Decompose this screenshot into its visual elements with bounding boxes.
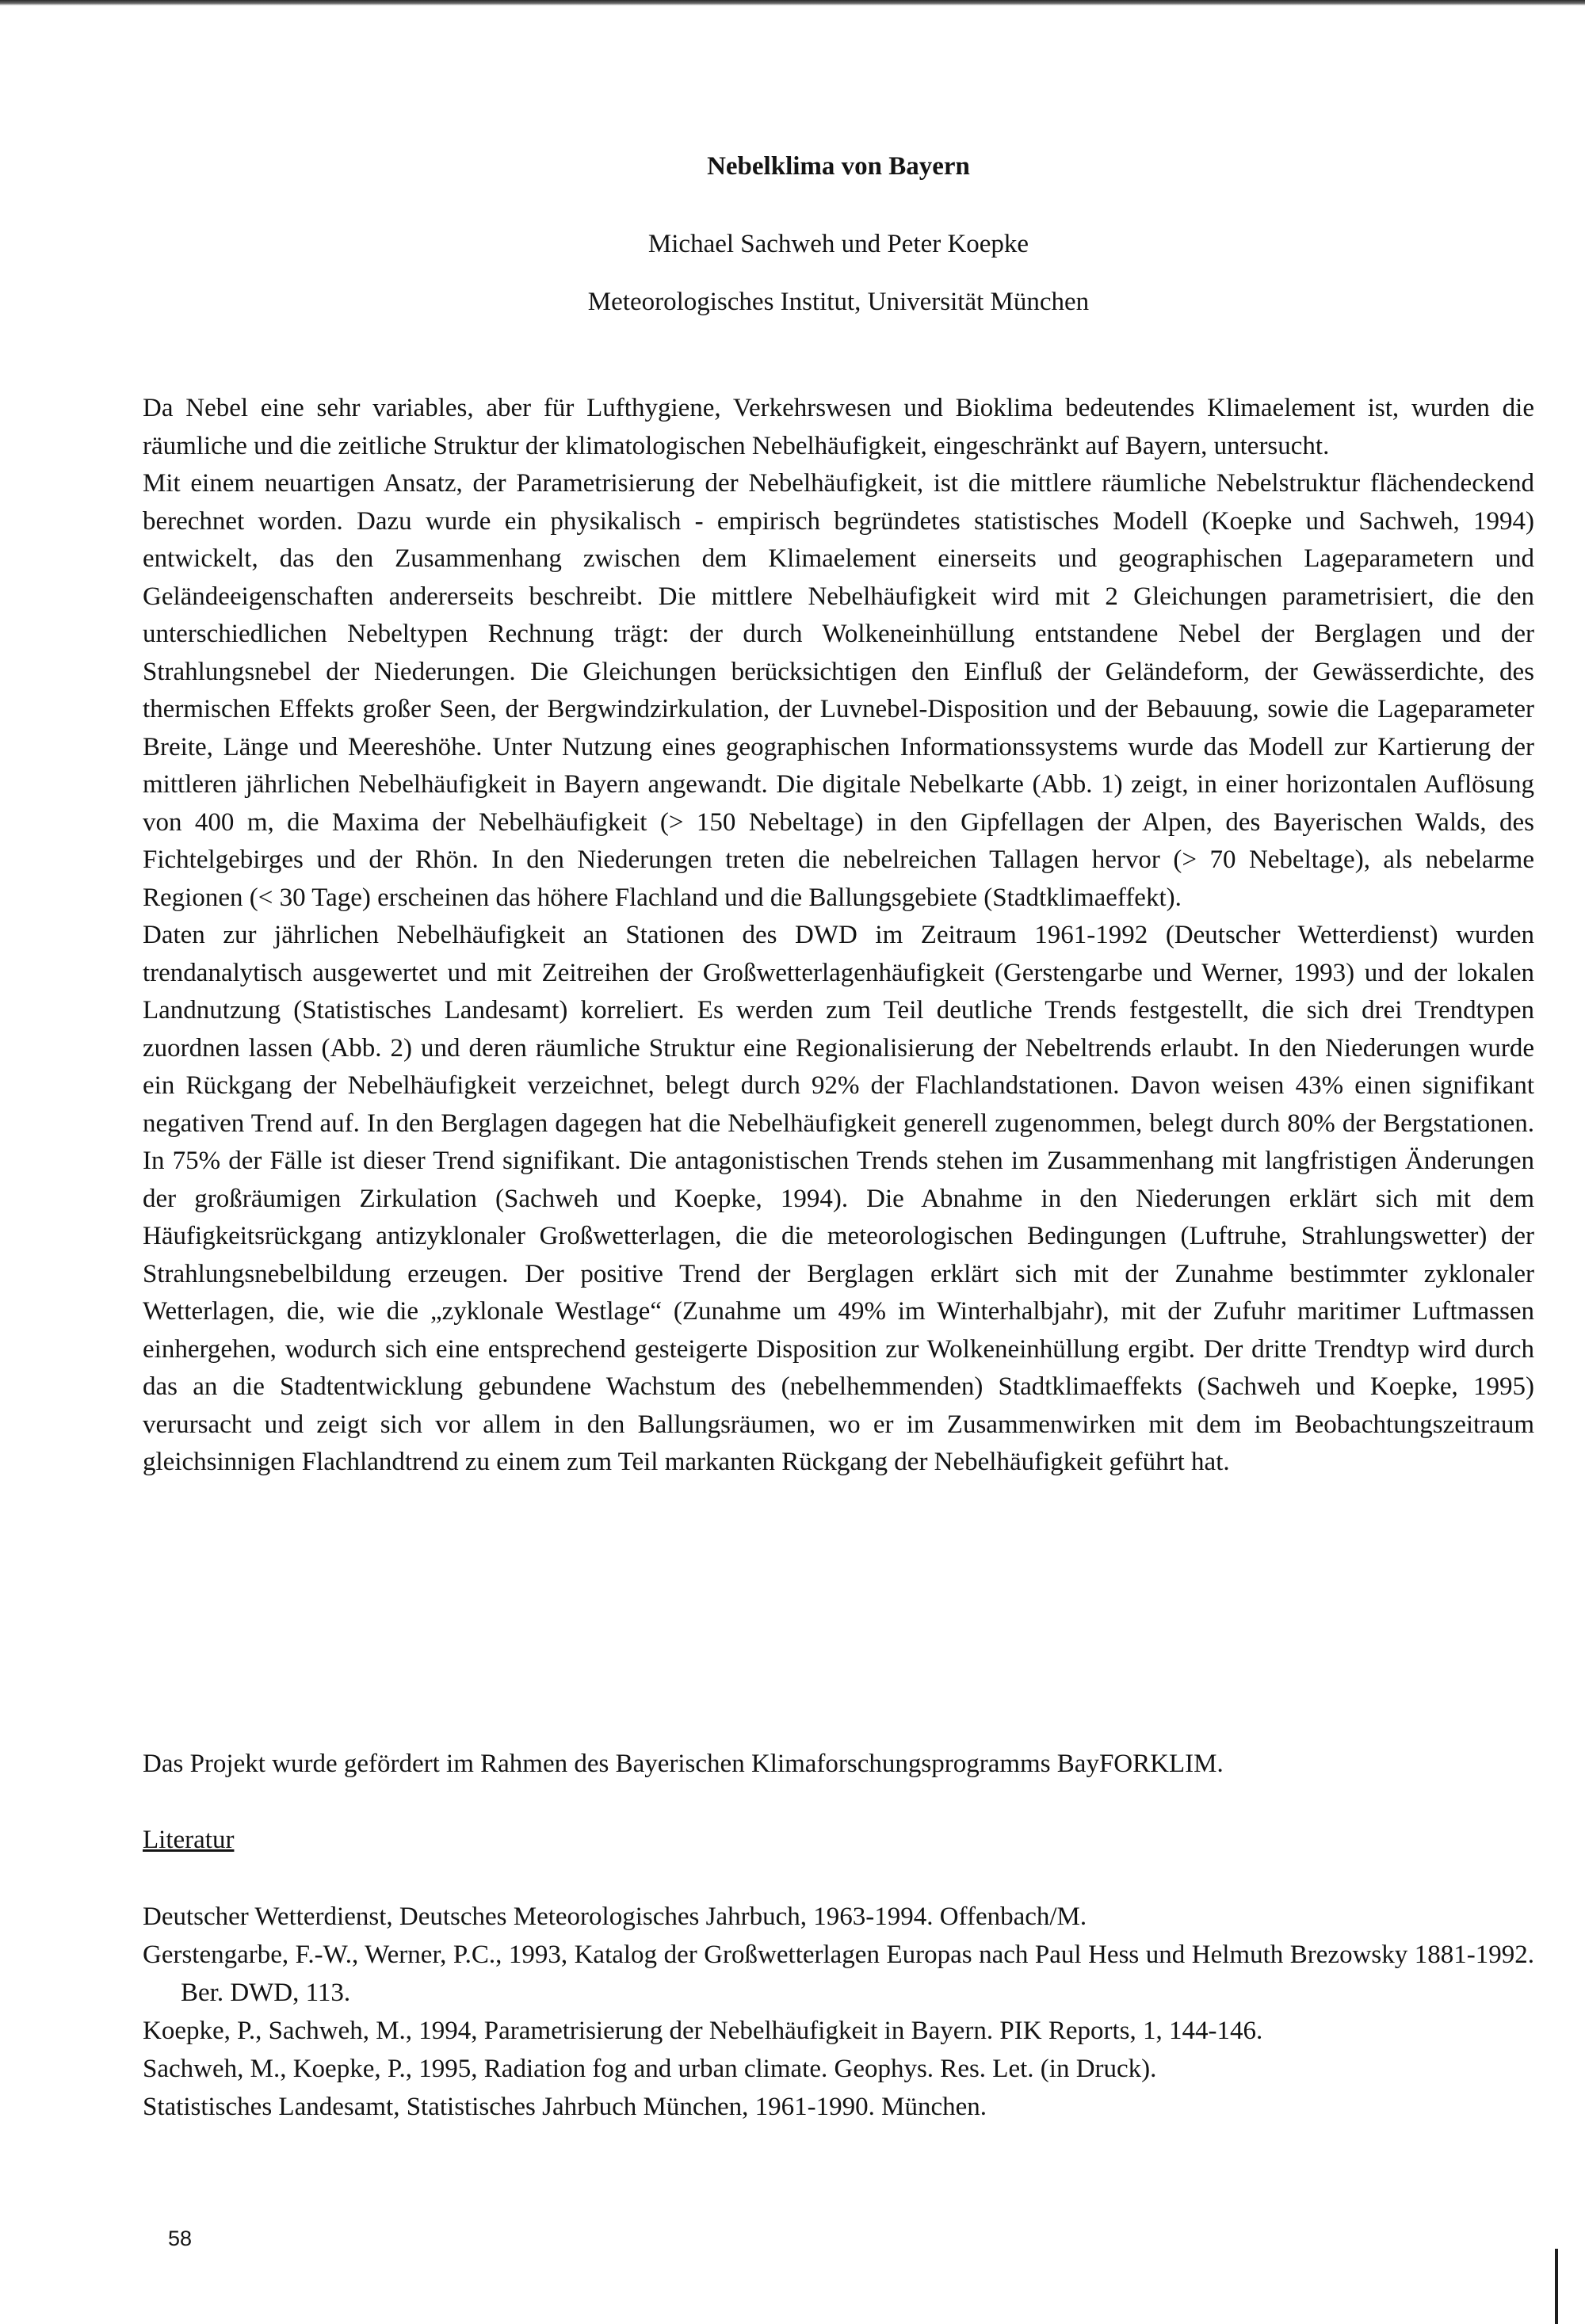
body-paragraph-3: Daten zur jährlichen Nebelhäufigkeit an Stationen des DWD im Zeitraum 1961-1992 (Deutscher Wetterdienst) wurden trendanalytisch ausgewertet und mit Zeitreihen der Großwetterlagenhäufigkeit (Gerstengarbe und Werner, 1993) und der lokalen Landnutzung (Statistisches Landesamt) korreliert. Es werden zum Teil deutliche Trends festgestellt, die sich drei Trendtypen zuordnen lassen (Abb. 2) und deren räumliche Struktur eine Regionalisierung der Nebeltrends erlaubt. In den Niederungen wurde ein Rückgang der Nebelhäufigkeit verzeichnet, belegt durch 92% der Flachlandstationen. Davon weisen 43% einen signifikant negativen Trend auf. In den Berglagen dagegen hat die Nebelhäufigkeit generell zugenommen, belegt durch 80% der Bergstationen. In 75% der Fälle ist dieser Trend signifikant. Die antagonistischen Trends stehen im Zusammenhang mit langfristigen Änderungen der großräumigen Zirkulation (Sachweh und Koepke, 1994). Die Abnahme in den Niederungen erklärt sich mit dem Häufigkeitsrückgang antizyklonaler Großwetterlagen, die die meteorologischen Bedingungen (Luftruhe, Strahlungswetter) der Strahlungsnebelbildung erzeugen. Der positive Trend der Berglagen erklärt sich mit der Zunahme bestimmter zyklonaler Wetterlagen, die, wie die „zyklonale Westlage“ (Zunahme um 49% im Winterhalbjahr), mit der Zufuhr maritimer Luftmassen einhergehen, wodurch sich eine entsprechend gesteigerte Disposition zur Wolkeneinhüllung ergibt. Der dritte Trendtyp wird durch das an die Stadtentwicklung gebundene Wachstum des (nebelhemmenden) Stadtklimaeffekts (Sachweh und Koepke, 1995) verursacht und zeigt sich vor allem in den Ballungsräumen, wo er im Zusammenwirken mit dem im Beobachtungszeitraum gleichsinnigen Flachlandtrend zu einem zum Teil markanten Rückgang der Nebelhäufigkeit geführt hat.	[143, 921, 1534, 1476]
paper-title: Nebelklima von Bayern	[707, 152, 970, 181]
scan-edge-right	[1555, 2249, 1558, 2324]
reference-item: Deutscher Wetterdienst, Deutsches Meteorologisches Jahrbuch, 1963-1994. Offenbach/M.	[143, 1902, 1087, 1931]
reference-item: Statistisches Landesamt, Statistisches Jahrbuch München, 1961-1990. München.	[143, 2093, 987, 2121]
literature-heading: Literatur	[143, 1826, 235, 1854]
body-paragraph-1: Da Nebel eine sehr variables, aber für Lufthygiene, Verkehrswesen und Bioklima bedeutendes Klimaelement ist, wurden die räumliche und die zeitliche Struktur der klimatologischen Nebelhäufigkeit, eingeschränkt auf Bayern, untersucht.	[143, 394, 1534, 460]
paper-body	[143, 390, 1534, 1482]
reference-item: Koepke, P., Sachweh, M., 1994, Parametrisierung der Nebelhäufigkeit in Bayern. PIK Reports, 1, 144-146.	[143, 2017, 1263, 2045]
paper-affiliation: Meteorologisches Institut, Universität München	[587, 288, 1090, 316]
reference-item: Gerstengarbe, F.-W., Werner, P.C., 1993, Katalog der Großwetterlagen Europas nach Paul Hess und Helmuth Brezowsky 1881-1992. Ber. DWD, 113.	[143, 1940, 1534, 2007]
reference-item: Sachweh, M., Koepke, P., 1995, Radiation fog and urban climate. Geophys. Res. Let. (in Druck).	[143, 2055, 1157, 2083]
body-paragraph-2: Mit einem neuartigen Ansatz, der Parametrisierung der Nebelhäufigkeit, ist die mittlere räumliche Nebelstruktur flächendeckend berechnet worden. Dazu wurde ein physikalisch - empirisch begründetes statistisches Modell (Koepke und Sachweh, 1994) entwickelt, das den Zusammenhang zwischen dem Klimaelement einerseits und geographischen Lageparametern und Geländeeigenschaften andererseits beschreibt. Die mittlere Nebelhäufigkeit wird mit 2 Gleichungen parametrisiert, die den unterschiedlichen Nebeltypen Rechnung trägt: der durch Wolkeneinhüllung entstandene Nebel der Berglagen und der Strahlungsnebel der Niederungen. Die Gleichungen berücksichtigen den Einfluß der Geländeform, der Gewässerdichte, des thermischen Effekts großer Seen, der Bergwindzirkulation, der Luvnebel-Disposition und der Bebauung, sowie die Lageparameter Breite, Länge und Meereshöhe. Unter Nutzung eines geographischen Informationssystems wurde das Modell zur Kartierung der mittleren jährlichen Nebelhäufigkeit in Bayern angewandt. Die digitale Nebelkarte (Abb. 1) zeigt, in einer horizontalen Auflösung von 400 m, die Maxima der Nebelhäufigkeit (> 150 Nebeltage) in den Gipfellagen der Alpen, des Bayerischen Walds, des Fichtelgebirges und der Rhön. In den Niederungen treten die nebelreichen Tallagen hervor (> 70 Nebeltage), als nebelarme Regionen (< 30 Tage) erscheinen das höhere Flachland und die Ballungsgebiete (Stadtklimaeffekt).	[143, 469, 1534, 912]
paper-authors: Michael Sachweh und Peter Koepke	[647, 230, 1029, 258]
reference-list	[143, 1898, 1534, 2126]
funding-note: Das Projekt wurde gefördert im Rahmen des Bayerischen Klimaforschungsprogramms BayFORKLIM.	[143, 1750, 1224, 1778]
page-number: 58	[168, 2227, 193, 2250]
scan-edge-top	[0, 0, 1585, 6]
